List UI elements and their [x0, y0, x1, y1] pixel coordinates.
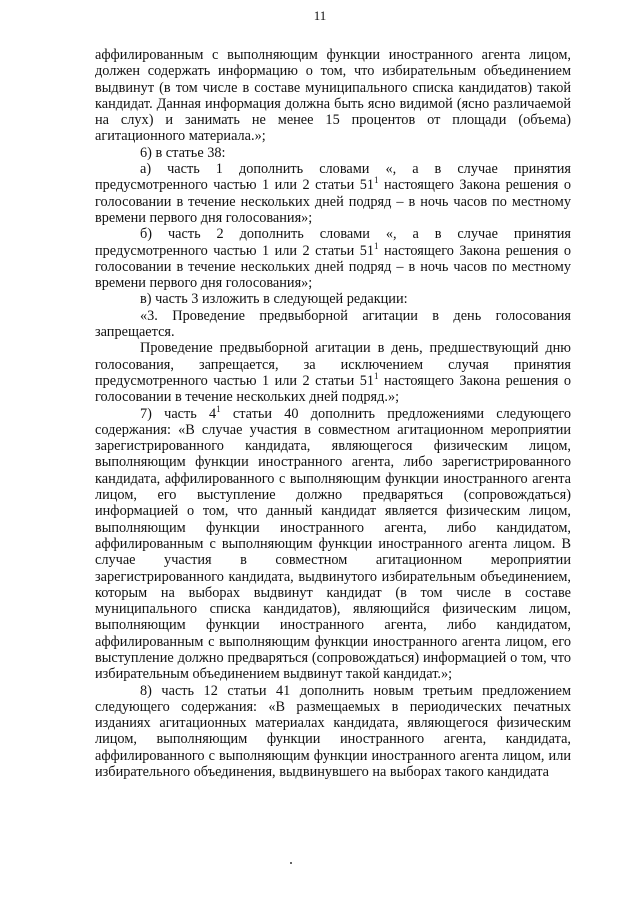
- paragraph: [95, 145, 571, 161]
- superscript: 1: [374, 370, 379, 381]
- paragraph-text: настоящего Закона решения о голосовании в течение нескольких дней подряд.»;: [95, 372, 571, 406]
- superscript: 1: [216, 403, 221, 414]
- paragraph: [95, 403, 571, 683]
- paragraph-text: настоящего Закона решения о голосовании в течение нескольких дней подряд – в ночь часов по местному времени первого дня голосования»;: [95, 242, 571, 292]
- paragraph-text: 8) часть 12 статьи 41 дополнить новым третьим предложением следующего содержания: «В размещаемых в периодических печатных изданиях агитационных материалах кандидата, являющегося физическим лицом, выполняющим функции иностранного агента, кандидата, аффилированного с выполняющим функции иностранного агента лицом, или избирательного объединения, выдвинувшего на выборах такого кандидата: [95, 682, 571, 781]
- paragraph-text: Проведение предвыборной агитации в день, предшествующий дню голосования, запрещается, за исключением случая принятия предусмотренного частью 1 или 2 статьи 51: [95, 340, 571, 389]
- paragraph-text: 7) часть 4: [140, 405, 217, 422]
- paragraph: [95, 340, 571, 405]
- paragraph: [95, 47, 571, 145]
- page-number: 11: [313, 8, 327, 23]
- paragraph: [95, 308, 571, 341]
- document-body: [95, 47, 571, 780]
- paragraph-text: статьи 40 дополнить предложениями следующего содержания: «В случае участия в совместном агитационном мероприятии зарегистрированного кандидата, являющегося физическим лицом, выполняющим функции иностранного агента, либо зарегистрированного кандидата, аффилированного с выполняющим функции иностранного агента лицом, его выступление должно предваряться (сопровождаться) информацией о том, что данный кандидат является физическим лицом, выполняющим функции иностранного агента, либо кандидатом, аффилированным с выполняющим функции иностранного агента лицом. В случае участия в совместном агитационном мероприятии зарегистрированного кандидата, выдвинутого избирательным объединением, которым на выборах выдвинут кандидат (в том числе в составе муниципального списка кандидатов), являющийся физическим лицом, выполняющим функции иностранного агента, либо кандидатом, аффилированным с выполняющим функции иностранного агента лицом, его выступление должно предваряться (сопровождаться) информацией о том, что избирательным объединением выдвинут такой кандидат.»;: [95, 405, 571, 683]
- paragraph: [95, 683, 571, 781]
- superscript: 1: [374, 240, 379, 251]
- paragraph: [95, 161, 571, 226]
- paragraph-text: а) часть 1 дополнить словами «, а в случае принятия предусмотренного частью 1 или 2 статьи 51: [95, 161, 571, 194]
- paragraph-text: 6) в статье 38:: [140, 144, 226, 161]
- paragraph-text: б) часть 2 дополнить словами «, а в случае принятия предусмотренного частью 1 или 2 статьи 51: [95, 226, 571, 259]
- scan-speck: [290, 862, 292, 864]
- superscript: 1: [374, 175, 379, 186]
- paragraph-text: настоящего Закона решения о голосовании в течение нескольких дней подряд – в ночь часов по местному времени первого дня голосования»;: [95, 177, 571, 226]
- paragraph-text: аффилированным с выполняющим функции иностранного агента лицом, должен содержать информацию о том, что избирательным объединением выдвинут (в том числе в составе муниципального списка кандидатов) такой кандидат. Данная информация должна быть ясно видимой (ясно различаемой на слух) и занимать не менее 15 процентов от площади (объема) агитационного материала.»;: [95, 47, 571, 145]
- paragraph: [95, 226, 571, 291]
- paragraph-text: в) часть 3 изложить в следующей редакции:: [140, 291, 408, 308]
- paragraph: [95, 291, 571, 307]
- paragraph-text: «3. Проведение предвыборной агитации в день голосования запрещается.: [95, 307, 571, 341]
